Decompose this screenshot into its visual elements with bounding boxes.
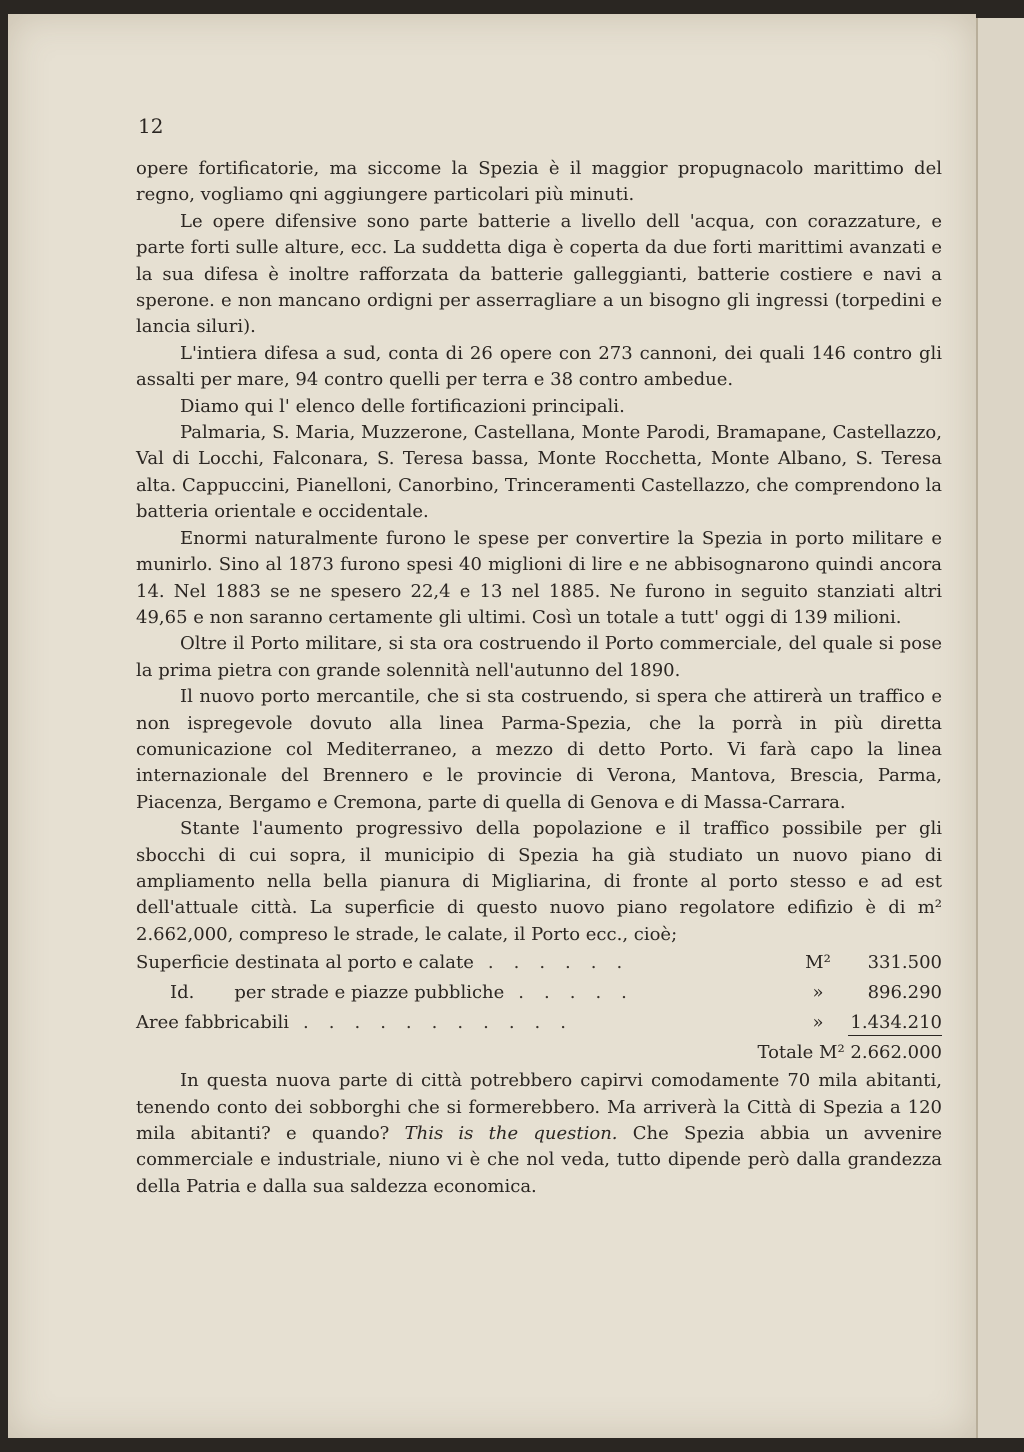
leader-dots: ........... [303, 1012, 586, 1034]
paragraph: Oltre il Porto militare, si sta ora costruendo il Porto commerciale, del quale si pose la prima pietra con grande solennità nell'autunno del 1890. [136, 633, 942, 681]
table-row [136, 948, 942, 978]
page-number: 12 [138, 114, 164, 138]
total-value: 2.662.000 [850, 1042, 942, 1064]
closing-italic: This is the question. [404, 1123, 618, 1144]
paragraph: L'intiera difesa a sud, conta di 26 opere con 273 cannoni, dei quali 146 contro gli assalti per mare, 94 contro quelli per terra e 38 contro ambedue. [136, 342, 942, 391]
paragraph: Palmaria, S. Maria, Muzzerone, Castellana, Monte Parodi, Bramapane, Castellazzo, Val di Locchi, Falconara, S. Teresa bassa, Monte Rocchetta, Monte Albano, S. Teresa alta. Cappuccini, Pianelloni, Canorbino, Trinceramenti Castellazzo, che comprendono la batteria orientale e occidentale. [136, 422, 942, 523]
row-unit: » [812, 1012, 824, 1034]
row-unit: M² [805, 952, 831, 974]
paragraph: Enormi naturalmente furono le spese per convertire la Spezia in porto militare e munirlo. Sino al 1873 furono spesi 40 miglioni di lire e ne abbisognarono quindi ancora 14. Nel 1883 se ne spesero 22,4 e 13 nel 1885. Ne furono in seguito stanziati altri 49,65 e non saranno certamente gli ultimi. Così un totale a tutt' oggi di 139 milioni. [136, 527, 942, 628]
paragraph: Stante l'aumento progressivo della popolazione e il traffico possibile per gli sbocchi di cui sopra, il municipio di Spezia ha già studiato un nuovo piano di ampliamento nella bella pianura di Migliarina, di fronte al porto stesso e ad est dell'attuale città. La superficie di questo nuovo piano regolatore edifizio è di m² 2.662,000, compreso le strade, le calate, il Porto ecc., cioè; [136, 818, 942, 945]
table-total-row [136, 1038, 942, 1068]
closing-text: In questa nuova parte di città potrebbero capirvi comodamente 70 mila abitanti, tenendo conto dei sobborghi che si formerebbero. Ma arriverà la Città di Spezia a 120 mila abitanti? e quando? [136, 1070, 942, 1144]
table-row [136, 1008, 942, 1038]
closing-paragraph [136, 1068, 942, 1200]
row-value: 896.290 [867, 982, 942, 1004]
leader-dots: ..... [518, 982, 647, 1004]
book-page [8, 14, 976, 1438]
paragraph: Le opere difensive sono parte batterie a livello dell 'acqua, con corazzature, e parte forti sulle alture, ecc. La suddetta diga è coperta da due forti marittimi avanzati e la sua difesa è inoltre rafforzata da batterie galleggianti, batterie costiere e navi a sperone. e non mancano ordigni per asserragliare a un bisogno gli ingressi (torpedini e lancia siluri). [136, 210, 942, 338]
adjacent-page-edge [976, 18, 1024, 1438]
row-unit: » [812, 982, 824, 1004]
closing-text-end: Che Spezia abbia un avvenire commerciale e industriale, niuno vi è che nol veda, tutto dipende però dalla grandezza della Patria e dalla sua saldezza economica. [136, 1123, 942, 1197]
paragraph: Il nuovo porto mercantile, che si sta costruendo, si spera che attirerà un traffico e non ispregevole dovuto alla linea Parma-Spezia, che la porrà in più diretta comunicazione col Mediterraneo, a mezzo di detto Porto. Vi farà capo la linea internazionale del Brennero e le provincie di Verona, Mantova, Brescia, Parma, Piacenza, Bergamo e Cremona, parte di quella di Genova e di Massa-Carrara. [136, 686, 942, 813]
row-label: Aree fabbricabili [136, 1012, 290, 1034]
page-body [136, 156, 942, 1200]
total-label: Totale M² [757, 1042, 845, 1064]
row-value: 1.434.210 [848, 1011, 942, 1036]
surface-table [136, 948, 942, 1068]
row-label: Superficie destinata al porto e calate [136, 952, 474, 974]
row-value: 331.500 [867, 952, 942, 974]
table-row [136, 978, 942, 1008]
paragraph: opere fortificatorie, ma siccome la Spezia è il maggior propugnacolo marittimo del regno, vogliamo qni aggiungere particolari più minuti. [136, 158, 942, 206]
row-label-id: Id. [170, 982, 195, 1004]
leader-dots: ...... [487, 952, 643, 974]
paragraph: Diamo qui l' elenco delle fortificazioni principali. [180, 395, 625, 417]
row-label: per strade e piazze pubbliche [234, 982, 505, 1004]
